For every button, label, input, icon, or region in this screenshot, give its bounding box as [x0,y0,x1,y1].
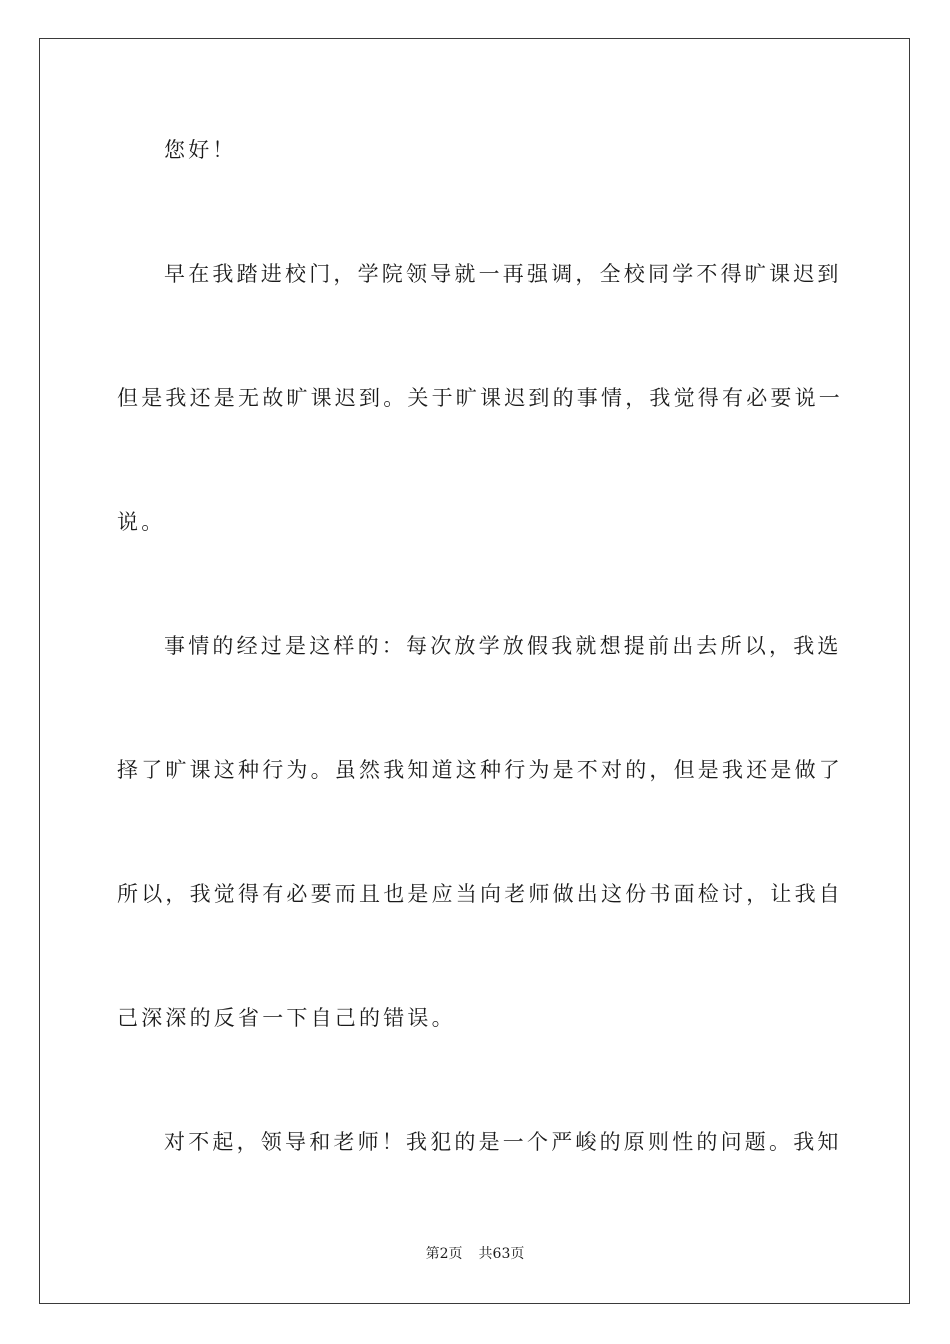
paragraph-2-line-1: 事情的经过是这样的：每次放学放假我就想提前出去所以，我选 [164,634,842,658]
paragraph-1-line-2: 但是我还是无故旷课迟到。关于旷课迟到的事情，我觉得有必要说一 [117,386,843,410]
paragraph-2-line-4: 己深深的反省一下自己的错误。 [117,1006,456,1030]
paragraph-2-line-2: 择了旷课这种行为。虽然我知道这种行为是不对的，但是我还是做了 [117,758,843,782]
paragraph-1-line-3: 说。 [117,510,166,534]
page-number: 第2页 [425,1246,463,1262]
greeting-line: 您好！ [164,138,237,162]
paragraph-1-line-1: 早在我踏进校门，学院领导就一再强调，全校同学不得旷课迟到 [164,262,842,286]
page-total: 共63页 [478,1246,525,1262]
page-footer [0,1244,950,1264]
paragraph-2-line-3: 所以，我觉得有必要而且也是应当向老师做出这份书面检讨，让我自 [117,882,843,906]
paragraph-3-line-1: 对不起，领导和老师！我犯的是一个严峻的原则性的问题。我知 [164,1130,842,1154]
page-border [39,38,910,1304]
